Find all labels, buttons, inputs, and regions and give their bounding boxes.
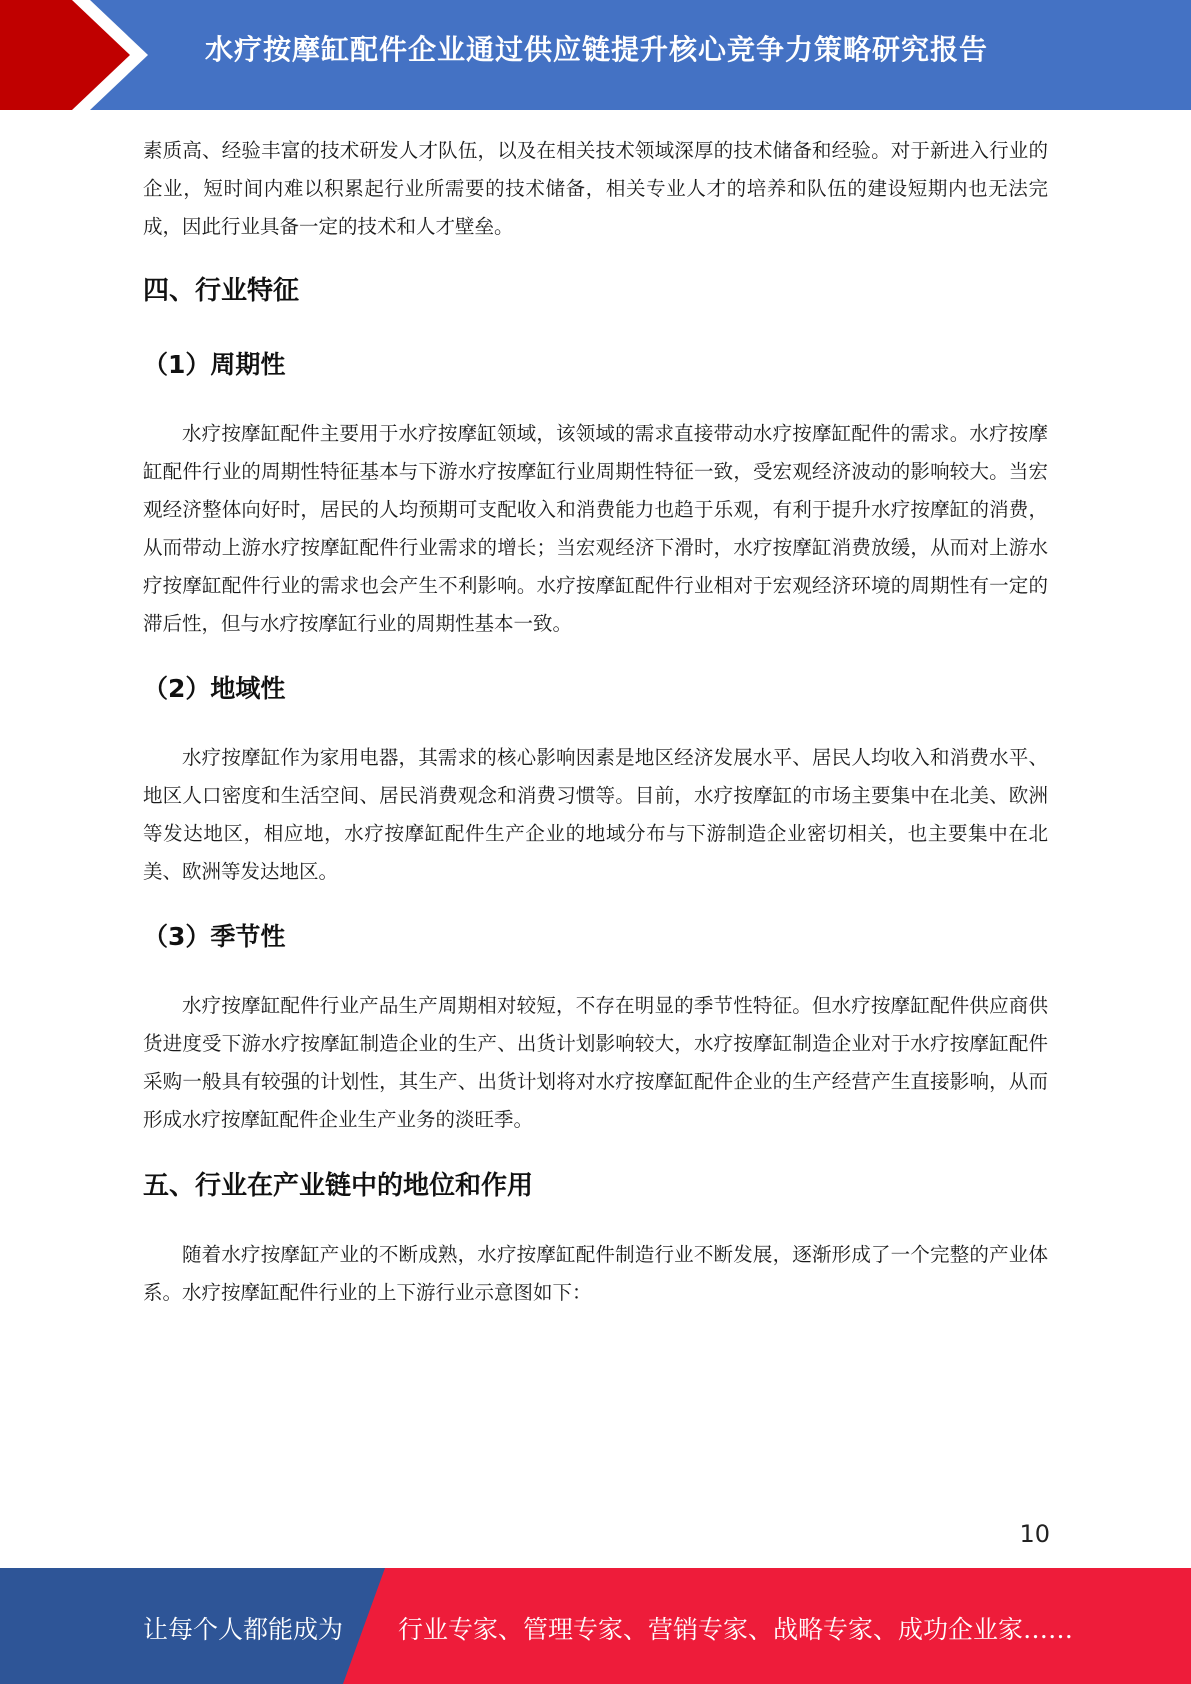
page-header xyxy=(0,0,1191,110)
subsection-3-paragraph: 水疗按摩缸配件行业产品生产周期相对较短，不存在明显的季节性特征。但水疗按摩缸配件供应商供货进度受下游水疗按摩缸制造企业的生产、出货计划影响较大，水疗按摩缸制造企业对于水疗按摩缸配件采购一般具有较强的计划性，其生产、出货计划将对水疗按摩缸配件企业的生产经营产生直接影响，从而形成水疗按摩缸配件企业生产业务的淡旺季。 xyxy=(143,994,1048,1131)
subsection-1-paragraph: 水疗按摩缸配件主要用于水疗按摩缸领域，该领域的需求直接带动水疗按摩缸配件的需求。水疗按摩缸配件行业的周期性特征基本与下游水疗按摩缸行业周期性特征一致，受宏观经济波动的影响较大。当宏观经济整体向好时，居民的人均预期可支配收入和消费能力也趋于乐观，有利于提升水疗按摩缸的消费，从而带动上游水疗按摩缸配件行业需求的增长；当宏观经济下滑时，水疗按摩缸消费放缓，从而对上游水疗按摩缸配件行业的需求也会产生不利影响。水疗按摩缸配件行业相对于宏观经济环境的周期性有一定的滞后性，但与水疗按摩缸行业的周期性基本一致。 xyxy=(143,422,1048,635)
subsection-2-paragraph: 水疗按摩缸作为家用电器，其需求的核心影响因素是地区经济发展水平、居民人均收入和消费水平、地区人口密度和生活空间、居民消费观念和消费习惯等。目前，水疗按摩缸的市场主要集中在北美、欧洲等发达地区，相应地，水疗按摩缸配件生产企业的地域分布与下游制造企业密切相关，也主要集中在北美、欧洲等发达地区。 xyxy=(143,746,1048,883)
intro-paragraph: 素质高、经验丰富的技术研发人才队伍，以及在相关技术领域深厚的技术储备和经验。对于新进入行业的企业，短时间内难以积累起行业所需要的技术储备，相关专业人才的培养和队伍的建设短期内也无法完成，因此行业具备一定的技术和人才壁垒。 xyxy=(143,139,1048,238)
section-5-paragraph: 随着水疗按摩缸产业的不断成熟，水疗按摩缸配件制造行业不断发展，逐渐形成了一个完整的产业体系。水疗按摩缸配件行业的上下游行业示意图如下： xyxy=(143,1243,1048,1304)
page-footer xyxy=(0,1568,1191,1684)
subsection-2-heading: （2）地域性 xyxy=(143,674,286,703)
subsection-3-heading: （3）季节性 xyxy=(143,922,286,951)
page-body xyxy=(143,132,1048,1312)
report-title: 水疗按摩缸配件企业通过供应链提升核心竞争力策略研究报告 xyxy=(205,33,989,66)
footer-slogan-left: 让每个人都能成为 xyxy=(143,1615,344,1644)
subsection-1-heading: （1）周期性 xyxy=(143,350,286,379)
section-4-heading: 四、行业特征 xyxy=(143,276,300,306)
page-number: 10 xyxy=(1019,1520,1050,1548)
footer-slogan-right: 行业专家、管理专家、营销专家、战略专家、成功企业家…… xyxy=(398,1615,1074,1644)
section-5-heading: 五、行业在产业链中的地位和作用 xyxy=(143,1171,534,1201)
